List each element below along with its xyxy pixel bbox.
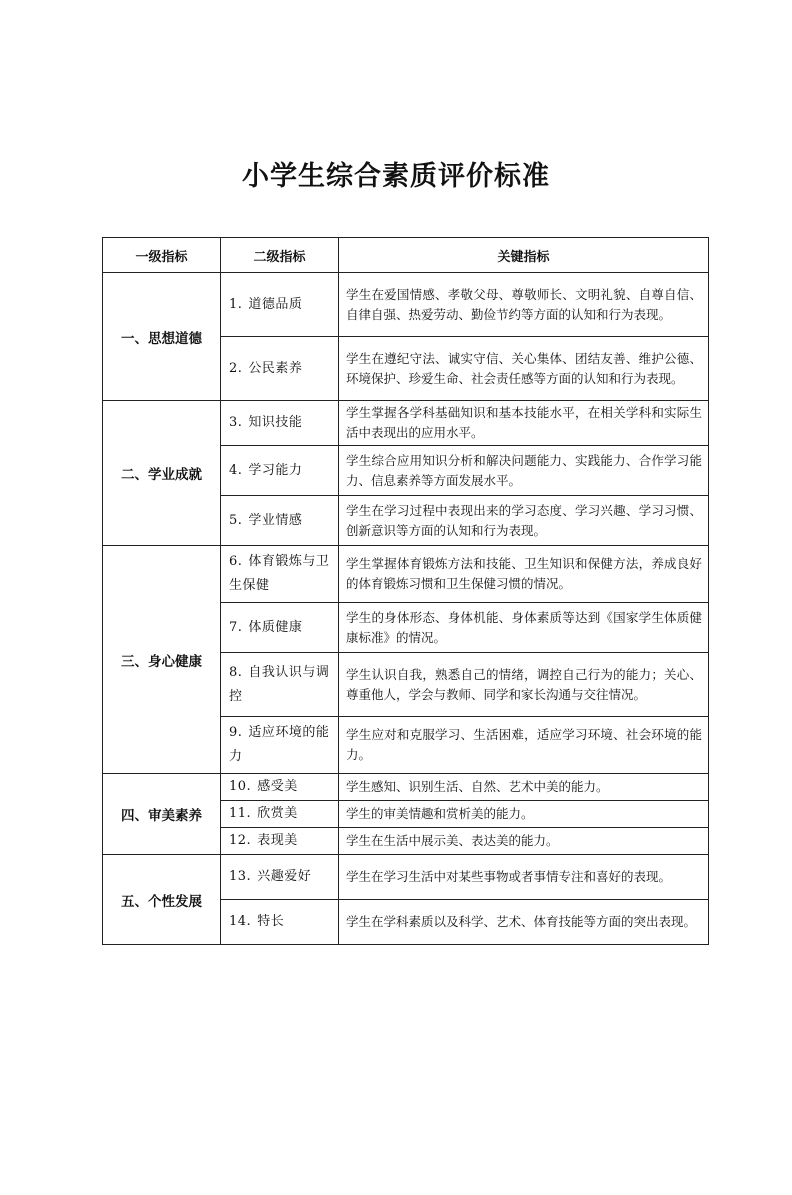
level1-cell: 二、学业成就: [103, 401, 221, 546]
item-name: 兴趣爱好: [257, 869, 312, 884]
item-name: 感受美: [257, 779, 298, 794]
table-row: [103, 774, 709, 801]
header-row: [103, 238, 709, 273]
level2-cell: [221, 774, 339, 801]
item-number: 8.: [229, 664, 243, 680]
level1-cell: 三、身心健康: [103, 546, 221, 774]
criteria-table: [102, 237, 709, 945]
level2-cell: [221, 603, 339, 653]
level2-cell: [221, 855, 339, 900]
item-number: 3.: [229, 415, 243, 430]
table-row: [103, 855, 709, 900]
level2-cell: [221, 717, 339, 774]
key-indicator-cell: 学生感知、识别生活、自然、艺术中美的能力。: [339, 774, 709, 801]
item-number: 4.: [229, 462, 243, 478]
level2-cell: [221, 546, 339, 603]
item-name: 表现美: [257, 833, 298, 848]
key-indicator-cell: 学生应对和克服学习、生活困难，适应学习环境、社会环境的能力。: [339, 717, 709, 774]
level2-cell: [221, 828, 339, 855]
key-indicator-cell: 学生在学科素质以及科学、艺术、体育技能等方面的突出表现。: [339, 900, 709, 945]
header-level1: 一级指标: [103, 238, 221, 273]
item-number: 14.: [229, 914, 252, 929]
item-number: 7.: [229, 619, 243, 635]
item-name: 适应环境的能力: [229, 725, 330, 764]
item-name: 特长: [257, 914, 285, 929]
page-title: 小学生综合素质评价标准: [242, 161, 550, 192]
item-name: 学业情感: [248, 512, 303, 528]
key-indicator-cell: 学生综合应用知识分析和解决问题能力、实践能力、合作学习能力、信息素养等方面发展水平。: [339, 446, 709, 496]
level2-cell: [221, 401, 339, 446]
key-indicator-cell: 学生在爱国情感、孝敬父母、尊敬师长、文明礼貌、自尊自信、自律自强、热爱劳动、勤俭节约等方面的认知和行为表现。: [339, 273, 709, 337]
key-indicator-cell: 学生认识自我，熟悉自己的情绪，调控自己行为的能力；关心、尊重他人，学会与教师、同学和家长沟通与交往情况。: [339, 653, 709, 717]
item-number: 1.: [229, 296, 243, 312]
key-indicator-cell: 学生的身体形态、身体机能、身体素质等达到《国家学生体质健康标准》的情况。: [339, 603, 709, 653]
key-indicator-cell: 学生在学习过程中表现出来的学习态度、学习兴趣、学习习惯、创新意识等方面的认知和行为表现。: [339, 496, 709, 546]
header-key: 关键指标: [339, 238, 709, 273]
level1-cell: 一、思想道德: [103, 273, 221, 401]
item-number: 12.: [229, 833, 252, 848]
table-row: [103, 401, 709, 446]
level2-cell: [221, 496, 339, 546]
key-indicator-cell: 学生掌握各学科基础知识和基本技能水平，在相关学科和实际生活中表现出的应用水平。: [339, 401, 709, 446]
item-number: 2.: [229, 360, 243, 376]
level2-cell: [221, 801, 339, 828]
table-row: [103, 273, 709, 337]
item-name: 道德品质: [248, 296, 303, 312]
item-name: 学习能力: [248, 462, 303, 478]
level1-cell: 四、审美素养: [103, 774, 221, 855]
item-name: 体育锻炼与卫生保健: [229, 554, 330, 593]
item-number: 10.: [229, 779, 252, 794]
item-name: 公民素养: [248, 360, 303, 376]
key-indicator-cell: 学生掌握体育锻炼方法和技能、卫生知识和保健方法，养成良好的体育锻炼习惯和卫生保健习惯的情况。: [339, 546, 709, 603]
level2-cell: [221, 446, 339, 496]
level2-cell: [221, 900, 339, 945]
item-number: 5.: [229, 512, 243, 528]
item-number: 9.: [229, 725, 243, 740]
header-level2: 二级指标: [221, 238, 339, 273]
key-indicator-cell: 学生在生活中展示美、表达美的能力。: [339, 828, 709, 855]
key-indicator-cell: 学生在学习生活中对某些事物或者事情专注和喜好的表现。: [339, 855, 709, 900]
key-indicator-cell: 学生的审美情趣和赏析美的能力。: [339, 801, 709, 828]
item-number: 11.: [229, 806, 252, 821]
level2-cell: [221, 273, 339, 337]
item-number: 13.: [229, 869, 252, 884]
level2-cell: [221, 337, 339, 401]
level2-cell: [221, 653, 339, 717]
key-indicator-cell: 学生在遵纪守法、诚实守信、关心集体、团结友善、维护公德、环境保护、珍爱生命、社会责任感等方面的认知和行为表现。: [339, 337, 709, 401]
item-name: 欣赏美: [257, 806, 298, 821]
table-row: [103, 546, 709, 603]
level1-cell: 五、个性发展: [103, 855, 221, 945]
item-name: 自我认识与调控: [229, 664, 330, 704]
item-number: 6.: [229, 554, 243, 569]
item-name: 知识技能: [248, 415, 303, 430]
item-name: 体质健康: [248, 619, 303, 635]
